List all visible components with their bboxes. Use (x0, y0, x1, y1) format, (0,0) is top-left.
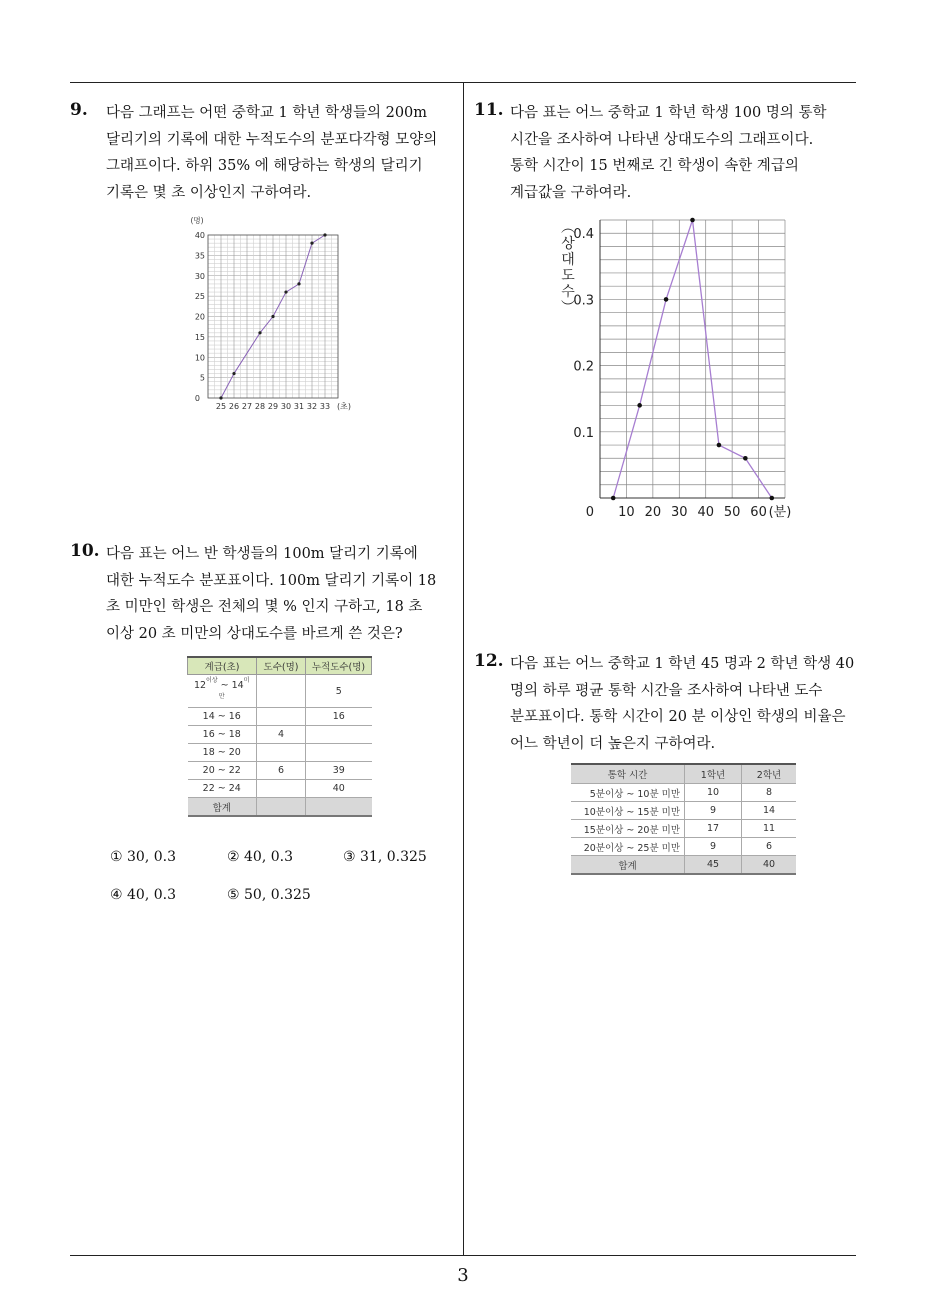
table-10 (187, 656, 372, 817)
chart-11 (555, 210, 825, 529)
problem-11-number: 11. (474, 100, 504, 120)
problem-11-text (510, 100, 827, 206)
y-tick-label: 15 (194, 332, 205, 342)
y-unit-label: (명) (190, 216, 204, 225)
x-tick-label: 40 (697, 505, 714, 520)
data-point (611, 496, 616, 501)
problem-12-text (510, 651, 854, 757)
class-lo-sup: 이상 (206, 677, 218, 684)
table-row: $12^{이상}$ ~ $14^{미만}$ 5 (188, 675, 372, 708)
table-total-row (188, 798, 372, 817)
problem-12-line: 분포표이다. 통학 시간이 20 분 이상인 학생의 비율은 (510, 709, 846, 725)
class-lo: 18 (202, 747, 215, 758)
data-point (232, 372, 235, 375)
total-label: 합계 (188, 798, 257, 817)
cum-cell: 5 (306, 675, 372, 708)
table-row: 16 ~ 18 4 (188, 726, 372, 744)
x-tick-label: 50 (723, 505, 741, 520)
y-tick-label: 0.4 (573, 227, 594, 243)
data-point (284, 290, 287, 293)
choice-2[interactable]: ② 40, 0.3 (227, 849, 293, 865)
problem-11-line: 시간을 조사하여 나타낸 상대도수의 그래프이다. (510, 131, 814, 148)
class-hi-sup: 미만 (218, 677, 250, 700)
table-row (571, 820, 796, 838)
grade1-cell: 10 (685, 784, 742, 802)
class-lo: 14 (202, 711, 215, 722)
problem-9-line: 그래프이다. 하위 35% 에 해당하는 학생의 달리기 (106, 158, 423, 174)
y-tick-label: 30 (194, 271, 205, 281)
data-point (297, 282, 300, 285)
data-point (743, 456, 748, 461)
bottom-rule (70, 1255, 856, 1256)
class-lo: 16 (202, 729, 215, 740)
table-10-header: 도수(명) (257, 657, 306, 675)
grade2-cell: 14 (742, 802, 797, 820)
x-tick-label: 10 (618, 505, 635, 520)
freq-cell (257, 708, 306, 726)
class-hi: 14 (231, 680, 244, 691)
class-cell: 15분이상 ~ 20분 미만 (571, 820, 685, 838)
problem-9-line: 기록은 몇 초 이상인지 구하여라. (106, 184, 312, 201)
problem-10-line: 이상 20 초 미만의 상대도수를 바르게 쓴 것은? (106, 625, 403, 642)
data-point (323, 233, 326, 236)
data-point (219, 396, 222, 399)
class-lo: 22 (202, 783, 215, 794)
origin-label: 0 (585, 505, 594, 520)
class-hi: 24 (228, 783, 241, 794)
y-tick-label: 35 (194, 251, 205, 261)
x-tick-label: 25 (215, 402, 227, 411)
table-row: 18 ~ 20 (188, 744, 372, 762)
problem-10-number: 10. (70, 541, 100, 561)
data-point (310, 242, 313, 245)
total-label: 합계 (571, 856, 685, 875)
x-unit-label: (초) (337, 402, 351, 411)
grade2-cell: 8 (742, 784, 797, 802)
chart-11-svg (555, 210, 825, 525)
y-axis-label: ︵ 상 대 도 수 ︶ (561, 220, 575, 316)
y-tick-label: 25 (194, 292, 205, 302)
class-hi: 20 (228, 747, 241, 758)
choices-10 (110, 849, 460, 909)
x-tick-label: 31 (293, 402, 305, 411)
table-12 (571, 763, 796, 875)
y-tick-label: 0.2 (573, 359, 594, 375)
x-tick-label: 60 (750, 505, 767, 520)
x-tick-label: 33 (319, 402, 331, 411)
table-10-header: 누적도수(명) (306, 657, 372, 675)
table-row: 22 ~ 24 40 (188, 780, 372, 798)
table-row: 14 ~ 16 16 (188, 708, 372, 726)
y-tick-label: 20 (194, 312, 205, 322)
series-line (613, 220, 772, 498)
problem-10-line: 다음 표는 어느 반 학생들의 100m 달리기 기록에 (106, 546, 418, 562)
problem-9-line: 다음 그래프는 어떤 중학교 1 학년 학생들의 200m (106, 105, 428, 121)
problem-11-line: 통학 시간이 15 번째로 긴 학생이 속한 계급의 (510, 158, 799, 174)
problem-12-line: 다음 표는 어느 중학교 1 학년 45 명과 2 학년 학생 40 (510, 656, 855, 672)
grade2-cell: 11 (742, 820, 797, 838)
x-tick-label: 26 (228, 402, 240, 411)
problem-9-line: 달리기의 기록에 대한 누적도수의 분포다각형 모양의 (106, 131, 438, 148)
problem-10 (70, 541, 460, 656)
table-row (571, 802, 796, 820)
problem-12-line: 어느 학년이 더 높은지 구하여라. (510, 735, 716, 752)
class-lo: 20 (202, 765, 215, 776)
cum-cell (306, 744, 372, 762)
x-unit-label: (분) (768, 505, 792, 520)
class-hi: 22 (228, 765, 241, 776)
grade1-cell: 17 (685, 820, 742, 838)
problem-12 (474, 651, 864, 766)
table-12-header: 1학년 (685, 764, 742, 784)
choice-5[interactable]: ⑤ 50, 0.325 (227, 887, 311, 903)
choice-1[interactable]: ① 30, 0.3 (110, 849, 176, 865)
chart-9-svg (185, 210, 385, 415)
problem-9 (70, 100, 460, 220)
freq-cell (257, 675, 306, 708)
y-tick-label: 5 (199, 373, 205, 383)
problem-9-number: 9. (70, 100, 88, 120)
cum-cell: 16 (306, 708, 372, 726)
total-grade1: 45 (685, 856, 742, 875)
y-tick-label: 0.1 (573, 425, 594, 441)
x-tick-label: 20 (644, 505, 662, 520)
table-12-header: 2학년 (742, 764, 797, 784)
x-tick-label: 30 (280, 402, 292, 411)
data-point (637, 403, 642, 408)
class-hi: 18 (228, 729, 241, 740)
cum-cell: 40 (306, 780, 372, 798)
table-row (571, 784, 796, 802)
grade1-cell: 9 (685, 802, 742, 820)
x-tick-label: 28 (254, 402, 266, 411)
freq-cell: 4 (257, 726, 306, 744)
class-cell: 10분이상 ~ 15분 미만 (571, 802, 685, 820)
grade2-cell: 6 (742, 838, 797, 856)
problem-12-number: 12. (474, 651, 504, 671)
class-cell: 20분이상 ~ 25분 미만 (571, 838, 685, 856)
class-cell: 5분이상 ~ 10분 미만 (571, 784, 685, 802)
y-tick-label: 10 (194, 353, 205, 363)
y-tick-label: 40 (194, 231, 205, 240)
table-total-row (571, 856, 796, 875)
x-tick-label: 30 (671, 505, 688, 520)
x-tick-label: 29 (267, 402, 279, 411)
problem-11-line: 계급값을 구하여라. (510, 184, 632, 201)
cum-cell (306, 726, 372, 744)
class-lo: 12 (193, 680, 207, 691)
data-point (690, 218, 695, 223)
problem-12-line: 명의 하루 평균 통학 시간을 조사하여 나타낸 도수 (510, 682, 823, 699)
data-point (271, 315, 274, 318)
chart-9 (185, 210, 385, 419)
freq-cell (257, 780, 306, 798)
x-tick-label: 27 (241, 402, 253, 411)
table-12-header: 통학 시간 (571, 764, 685, 784)
data-point (769, 496, 774, 501)
choice-4[interactable]: ④ 40, 0.3 (110, 887, 176, 903)
problem-10-line: 초 미만인 학생은 전체의 몇 % 인지 구하고, 18 초 (106, 599, 423, 615)
problem-11 (474, 100, 864, 220)
problem-11-line: 다음 표는 어느 중학교 1 학년 학생 100 명의 통학 (510, 105, 827, 121)
x-tick-label: 32 (306, 402, 318, 411)
data-point (717, 443, 722, 448)
problem-10-line: 대한 누적도수 분포표이다. 100m 달리기 기록이 18 (106, 572, 437, 589)
freq-cell: 6 (257, 762, 306, 780)
cum-cell: 39 (306, 762, 372, 780)
problem-10-text (106, 541, 436, 647)
class-hi: 16 (228, 711, 241, 722)
column-divider (463, 82, 464, 1255)
problem-9-text (106, 100, 437, 206)
total-grade2: 40 (742, 856, 797, 875)
table-10-header: 계급(초) (188, 657, 257, 675)
table-row: 20 ~ 22 6 39 (188, 762, 372, 780)
freq-cell (257, 744, 306, 762)
choice-3[interactable]: ③ 31, 0.325 (343, 849, 427, 865)
data-point (664, 297, 669, 302)
y-tick-label: 0 (194, 394, 200, 403)
grade1-cell: 9 (685, 838, 742, 856)
page-number: 3 (457, 1265, 469, 1286)
table-row (571, 838, 796, 856)
data-point (258, 331, 261, 334)
y-tick-label: 0.3 (573, 293, 594, 309)
